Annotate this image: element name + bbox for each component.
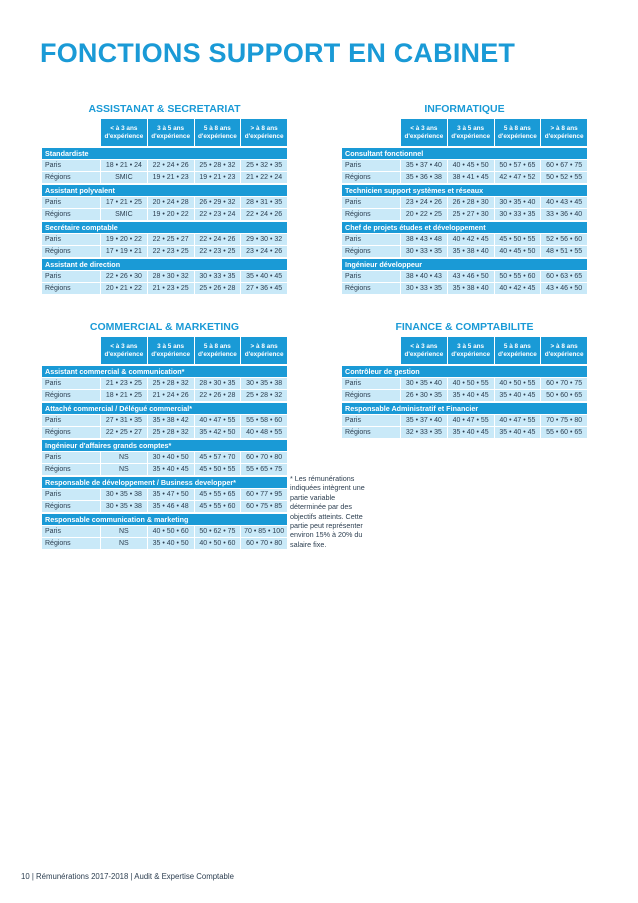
salary-cell: 35 • 47 • 50	[147, 489, 194, 500]
column-header-unit: d'expérience	[151, 350, 191, 358]
salary-cell: 50 • 57 • 65	[494, 160, 541, 171]
salary-cell: 35 • 37 • 40	[400, 415, 447, 426]
salary-cell: 26 • 28 • 30	[447, 197, 494, 208]
column-header-range: 5 à 8 ans	[203, 342, 231, 350]
salary-cell: NS	[100, 464, 147, 475]
salary-cell: 21 • 22 • 24	[240, 172, 287, 183]
job-title: Assistant commercial & communication*	[42, 366, 287, 377]
column-header-text	[451, 343, 490, 359]
column-header-text	[451, 125, 490, 141]
job-title: Consultant fonctionnel	[342, 148, 587, 159]
salary-cell: 55 • 60 • 65	[540, 427, 587, 438]
row-label: Paris	[45, 380, 61, 387]
column-header-row	[400, 119, 587, 146]
table-row	[42, 501, 287, 512]
salary-cell: 70 • 85 • 100	[240, 526, 287, 537]
salary-cell: 25 • 28 • 32	[240, 390, 287, 401]
salary-cell: 22 • 25 • 27	[147, 234, 194, 245]
salary-cell: 40 • 45 • 50	[494, 246, 541, 257]
row-label: Paris	[45, 199, 61, 206]
row-label: Régions	[45, 503, 71, 510]
salary-cell: 60 • 63 • 65	[540, 271, 587, 282]
column-header-range: > à 8 ans	[550, 342, 578, 350]
salary-cell: 35 • 38 • 40	[447, 283, 494, 294]
salary-cell: 38 • 41 • 45	[447, 172, 494, 183]
salary-cell: 19 • 20 • 22	[100, 234, 147, 245]
column-header-unit: d'expérience	[104, 132, 144, 140]
salary-cell: 26 • 30 • 35	[400, 390, 447, 401]
row-label: Paris	[45, 162, 61, 169]
salary-cell: 19 • 20 • 22	[147, 209, 194, 220]
table-row	[342, 378, 587, 389]
column-header-unit: d'expérience	[451, 132, 491, 140]
salary-cell: 40 • 50 • 60	[194, 538, 241, 549]
column-header-text	[545, 343, 584, 359]
salary-cell: 45 • 55 • 60	[194, 501, 241, 512]
row-label: Régions	[45, 174, 71, 181]
table-row	[42, 197, 287, 208]
row-label: Régions	[345, 211, 371, 218]
salary-cell: 40 • 48 • 55	[240, 427, 287, 438]
column-header-text	[404, 343, 443, 359]
column-header-range: < à 3 ans	[410, 342, 438, 350]
section-title: ASSISTANAT & SECRETARIAT	[88, 103, 241, 115]
salary-cell: 55 • 65 • 75	[240, 464, 287, 475]
salary-cell: 43 • 46 • 50	[540, 283, 587, 294]
column-header-unit: d'expérience	[544, 132, 584, 140]
salary-cell: 35 • 36 • 38	[400, 172, 447, 183]
row-label: Paris	[45, 273, 61, 280]
salary-cell: 45 • 55 • 65	[194, 489, 241, 500]
column-header	[494, 337, 541, 364]
salary-cell: 70 • 75 • 80	[540, 415, 587, 426]
column-header-text	[104, 343, 143, 359]
salary-cell: 25 • 28 • 32	[147, 378, 194, 389]
salary-cell: 60 • 70 • 75	[540, 378, 587, 389]
column-header-unit: d'expérience	[244, 350, 284, 358]
section-informatique	[342, 102, 587, 294]
salary-cell: 45 • 50 • 55	[194, 464, 241, 475]
salary-cell: 22 • 25 • 27	[100, 427, 147, 438]
column-header-unit: d'expérience	[104, 350, 144, 358]
row-label: Paris	[345, 199, 361, 206]
row-label: Paris	[45, 491, 61, 498]
salary-cell: 45 • 50 • 55	[494, 234, 541, 245]
salary-cell: 50 • 62 • 75	[194, 526, 241, 537]
salary-cell: 30 • 35 • 38	[100, 501, 147, 512]
table-row	[42, 160, 287, 171]
table-row	[42, 464, 287, 475]
column-header	[540, 337, 587, 364]
salary-cell: 50 • 55 • 60	[494, 271, 541, 282]
salary-cell: 30 • 35 • 38	[240, 378, 287, 389]
job-title: Attaché commercial / Délégué commercial*	[42, 403, 287, 414]
salary-cell: 19 • 21 • 23	[194, 172, 241, 183]
salary-cell: 38 • 40 • 43	[400, 271, 447, 282]
table-row	[342, 415, 587, 426]
column-header-unit: d'expérience	[404, 132, 444, 140]
job-title: Secrétaire comptable	[42, 222, 287, 233]
salary-cell: 23 • 24 • 26	[240, 246, 287, 257]
salary-cell: 22 • 24 • 26	[194, 234, 241, 245]
salary-cell: 40 • 47 • 55	[494, 415, 541, 426]
salary-cell: 40 • 47 • 55	[447, 415, 494, 426]
table-row	[342, 390, 587, 401]
column-header-text	[151, 343, 190, 359]
salary-cell: NS	[100, 526, 147, 537]
salary-cell: 30 • 33 • 35	[194, 271, 241, 282]
column-header	[100, 337, 147, 364]
column-header	[147, 337, 194, 364]
column-header-unit: d'expérience	[197, 132, 237, 140]
salary-cell: 60 • 77 • 95	[240, 489, 287, 500]
column-header-text	[245, 125, 284, 141]
salary-cell: 22 • 23 • 25	[194, 246, 241, 257]
column-header	[400, 337, 447, 364]
column-header-range: 3 à 5 ans	[457, 124, 485, 132]
salary-cell: 60 • 67 • 75	[540, 160, 587, 171]
table-row	[342, 234, 587, 245]
row-label: Paris	[45, 528, 61, 535]
salary-cell: 40 • 50 • 55	[447, 378, 494, 389]
column-header-text	[545, 125, 584, 141]
row-label: Régions	[345, 285, 371, 292]
salary-cell: 60 • 70 • 80	[240, 538, 287, 549]
column-header-unit: d'expérience	[497, 132, 537, 140]
column-header	[240, 119, 287, 146]
table-row	[342, 209, 587, 220]
salary-cell: 52 • 56 • 60	[540, 234, 587, 245]
column-header	[400, 119, 447, 146]
salary-cell: 28 • 31 • 35	[240, 197, 287, 208]
salary-cell: 30 • 33 • 35	[494, 209, 541, 220]
column-header-unit: d'expérience	[544, 350, 584, 358]
salary-cell: 40 • 47 • 55	[194, 415, 241, 426]
column-header-unit: d'expérience	[197, 350, 237, 358]
salary-cell: 40 • 42 • 45	[494, 283, 541, 294]
table-row	[42, 378, 287, 389]
salary-cell: 21 • 23 • 25	[147, 283, 194, 294]
salary-cell: 28 • 30 • 35	[194, 378, 241, 389]
salary-cell: 25 • 27 • 30	[447, 209, 494, 220]
salary-cell: 40 • 50 • 60	[147, 526, 194, 537]
salary-cell: 35 • 40 • 50	[147, 538, 194, 549]
column-header-text	[245, 343, 284, 359]
column-header	[240, 337, 287, 364]
column-header-text	[151, 125, 190, 141]
salary-cell: 22 • 23 • 25	[147, 246, 194, 257]
table-row	[42, 538, 287, 549]
column-header	[447, 119, 494, 146]
salary-cell: 60 • 70 • 80	[240, 452, 287, 463]
column-header-text	[104, 125, 143, 141]
salary-cell: 22 • 24 • 26	[240, 209, 287, 220]
salary-cell: NS	[100, 452, 147, 463]
salary-cell: 35 • 38 • 42	[147, 415, 194, 426]
column-header-range: 3 à 5 ans	[157, 342, 185, 350]
section-title: COMMERCIAL & MARKETING	[89, 321, 240, 333]
salary-cell: 45 • 57 • 70	[194, 452, 241, 463]
salary-cell: 35 • 40 • 45	[447, 390, 494, 401]
section-title: INFORMATIQUE	[424, 103, 505, 115]
row-label: Régions	[345, 392, 371, 399]
column-header	[100, 119, 147, 146]
salary-cell: 20 • 22 • 25	[400, 209, 447, 220]
salary-cell: 48 • 51 • 55	[540, 246, 587, 257]
salary-cell: 35 • 46 • 48	[147, 501, 194, 512]
table-row	[342, 427, 587, 438]
salary-cell: 21 • 23 • 25	[100, 378, 147, 389]
salary-cell: 30 • 33 • 35	[400, 246, 447, 257]
table-row	[42, 390, 287, 401]
column-header-range: > à 8 ans	[550, 124, 578, 132]
salary-cell: 29 • 30 • 32	[240, 234, 287, 245]
page-title: FONCTIONS SUPPORT EN CABINET	[40, 38, 516, 68]
column-header	[147, 119, 194, 146]
salary-cell: 23 • 24 • 26	[400, 197, 447, 208]
salary-cell: 21 • 24 • 26	[147, 390, 194, 401]
salary-cell: 30 • 35 • 40	[494, 197, 541, 208]
salary-cell: 40 • 42 • 45	[447, 234, 494, 245]
salary-cell: 30 • 33 • 35	[400, 283, 447, 294]
salary-cell: 40 • 43 • 45	[540, 197, 587, 208]
salary-cell: 25 • 28 • 32	[194, 160, 241, 171]
column-header-text	[198, 343, 237, 359]
salary-cell: 30 • 35 • 38	[100, 489, 147, 500]
table-row	[42, 234, 287, 245]
column-header	[540, 119, 587, 146]
salary-cell: 22 • 26 • 30	[100, 271, 147, 282]
section-assistanat-secretariat	[42, 102, 287, 294]
table-row	[342, 160, 587, 171]
salary-cell: 32 • 33 • 35	[400, 427, 447, 438]
table-row	[42, 271, 287, 282]
column-header-range: 3 à 5 ans	[457, 342, 485, 350]
salary-cell: SMIC	[100, 209, 147, 220]
salary-cell: 20 • 24 • 28	[147, 197, 194, 208]
column-header-range: > à 8 ans	[250, 342, 278, 350]
column-header-range: > à 8 ans	[250, 124, 278, 132]
column-header	[447, 337, 494, 364]
salary-cell: 22 • 23 • 24	[194, 209, 241, 220]
row-label: Paris	[345, 417, 361, 424]
salary-cell: 35 • 40 • 45	[494, 427, 541, 438]
salary-cell: 50 • 52 • 55	[540, 172, 587, 183]
table-row	[42, 246, 287, 257]
salary-cell: NS	[100, 538, 147, 549]
row-label: Régions	[45, 285, 71, 292]
column-header-unit: d'expérience	[497, 350, 537, 358]
column-header	[194, 119, 241, 146]
salary-cell: 42 • 47 • 52	[494, 172, 541, 183]
column-header-unit: d'expérience	[244, 132, 284, 140]
table-row	[342, 246, 587, 257]
salary-cell: 40 • 50 • 55	[494, 378, 541, 389]
row-label: Paris	[345, 236, 361, 243]
row-label: Régions	[45, 540, 71, 547]
table-row	[42, 489, 287, 500]
row-label: Régions	[45, 392, 71, 399]
salary-cell: 60 • 75 • 85	[240, 501, 287, 512]
salary-cell: 35 • 40 • 45	[240, 271, 287, 282]
column-header	[494, 119, 541, 146]
salary-cell: 28 • 30 • 32	[147, 271, 194, 282]
job-title: Ingénieur développeur	[342, 259, 587, 270]
page-footer: 10 | Rémunérations 2017-2018 | Audit & Expertise Comptable	[21, 872, 234, 881]
table-row	[42, 283, 287, 294]
table-row	[342, 197, 587, 208]
job-title: Assistant polyvalent	[42, 185, 287, 196]
column-header-range: 5 à 8 ans	[203, 124, 231, 132]
salary-cell: 19 • 21 • 23	[147, 172, 194, 183]
salary-cell: 17 • 21 • 25	[100, 197, 147, 208]
table-row	[42, 209, 287, 220]
job-title: Standardiste	[42, 148, 287, 159]
column-header-row	[100, 337, 287, 364]
salary-cell: 27 • 31 • 35	[100, 415, 147, 426]
salary-cell: 55 • 58 • 60	[240, 415, 287, 426]
salary-cell: 18 • 21 • 25	[100, 390, 147, 401]
job-title: Responsable communication & marketing	[42, 514, 287, 525]
column-header-unit: d'expérience	[151, 132, 191, 140]
row-label: Régions	[45, 429, 71, 436]
salary-cell: 25 • 26 • 28	[194, 283, 241, 294]
salary-cell: 35 • 40 • 45	[494, 390, 541, 401]
column-header-unit: d'expérience	[404, 350, 444, 358]
salary-cell: 30 • 40 • 50	[147, 452, 194, 463]
column-header-range: < à 3 ans	[110, 342, 138, 350]
row-label: Paris	[45, 236, 61, 243]
salary-cell: 26 • 29 • 32	[194, 197, 241, 208]
salary-cell: 38 • 43 • 48	[400, 234, 447, 245]
row-label: Paris	[45, 417, 61, 424]
salary-cell: 25 • 32 • 35	[240, 160, 287, 171]
job-title: Contrôleur de gestion	[342, 366, 587, 377]
salary-cell: 35 • 40 • 45	[447, 427, 494, 438]
row-label: Paris	[345, 162, 361, 169]
section-commercial-marketing	[42, 320, 287, 549]
row-label: Régions	[345, 248, 371, 255]
column-header-text	[404, 125, 443, 141]
salary-cell: 40 • 45 • 50	[447, 160, 494, 171]
row-label: Régions	[45, 248, 71, 255]
column-header-row	[100, 119, 287, 146]
salary-cell: 18 • 21 • 24	[100, 160, 147, 171]
row-label: Régions	[45, 466, 71, 473]
salary-cell: 43 • 46 • 50	[447, 271, 494, 282]
column-header-range: 5 à 8 ans	[503, 124, 531, 132]
row-label: Régions	[345, 174, 371, 181]
job-title: Responsable de développement / Business developper*	[42, 477, 287, 488]
row-label: Régions	[45, 211, 71, 218]
table-row	[42, 452, 287, 463]
salary-cell: 27 • 36 • 45	[240, 283, 287, 294]
table-row	[342, 271, 587, 282]
salary-cell: 25 • 28 • 32	[147, 427, 194, 438]
salary-cell: 35 • 40 • 45	[147, 464, 194, 475]
salary-cell: 50 • 60 • 65	[540, 390, 587, 401]
table-row	[342, 283, 587, 294]
column-header-text	[498, 125, 537, 141]
salary-cell: SMIC	[100, 172, 147, 183]
row-label: Paris	[45, 454, 61, 461]
column-header-range: 5 à 8 ans	[503, 342, 531, 350]
footnote: * Les rémunérations indiquées intègrent une partie variable déterminée par des objectifs atteints. Cette partie peut représenter environ 15% à 20% du salaire fixe.	[290, 474, 365, 549]
job-title: Ingénieur d'affaires grands comptes*	[42, 440, 287, 451]
column-header-range: 3 à 5 ans	[157, 124, 185, 132]
salary-cell: 33 • 36 • 40	[540, 209, 587, 220]
job-title: Responsable Administratif et Financier	[342, 403, 587, 414]
column-header-range: < à 3 ans	[410, 124, 438, 132]
row-label: Paris	[345, 273, 361, 280]
salary-cell: 35 • 38 • 40	[447, 246, 494, 257]
job-title: Chef de projets études et développement	[342, 222, 587, 233]
salary-cell: 17 • 19 • 21	[100, 246, 147, 257]
table-row	[342, 172, 587, 183]
job-title: Assistant de direction	[42, 259, 287, 270]
salary-cell: 20 • 21 • 22	[100, 283, 147, 294]
salary-cell: 22 • 26 • 28	[194, 390, 241, 401]
row-label: Régions	[345, 429, 371, 436]
column-header-range: < à 3 ans	[110, 124, 138, 132]
column-header-text	[198, 125, 237, 141]
column-header-unit: d'expérience	[451, 350, 491, 358]
row-label: Paris	[345, 380, 361, 387]
table-row	[42, 427, 287, 438]
table-row	[42, 526, 287, 537]
column-header-row	[400, 337, 587, 364]
job-title: Technicien support systèmes et réseaux	[342, 185, 587, 196]
salary-cell: 30 • 35 • 40	[400, 378, 447, 389]
salary-cell: 35 • 42 • 50	[194, 427, 241, 438]
salary-cell: 22 • 24 • 26	[147, 160, 194, 171]
salary-cell: 35 • 37 • 40	[400, 160, 447, 171]
section-title: FINANCE & COMPTABILITE	[395, 321, 534, 333]
section-finance-comptabilite	[342, 320, 587, 438]
table-row	[42, 172, 287, 183]
column-header	[194, 337, 241, 364]
table-row	[42, 415, 287, 426]
column-header-text	[498, 343, 537, 359]
